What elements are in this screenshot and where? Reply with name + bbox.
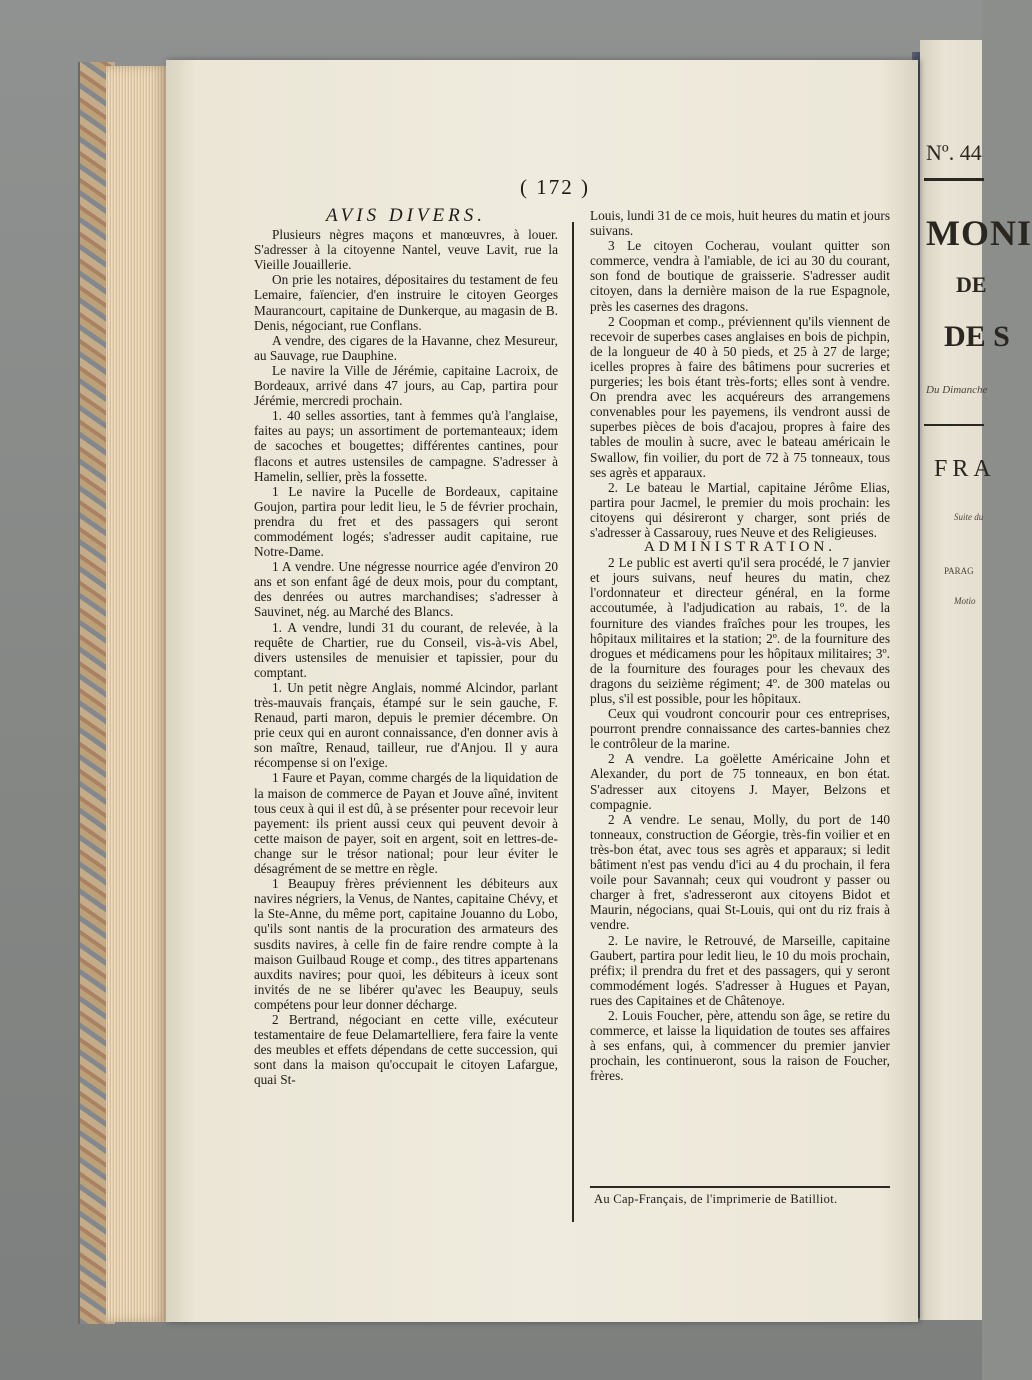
- notice: 2. Le bateau le Martial, capitaine Jérôme Elias, partira pour Jacmel, le premier du mois prochain: les citoyens qui désireront y charger, sont priés de s'adresser à Cassarouy, rues Neuve et des Religieuses.: [590, 479, 890, 540]
- notice: Le navire la Ville de Jérémie, capitaine Lacroix, de Bordeaux, arrivé dans 47 jours, au Cap, partira pour Jérémie, mercredi prochain.: [254, 362, 558, 409]
- subhead-3: Motio: [954, 596, 976, 606]
- notice: 3 Le citoyen Cocherau, voulant quitter son commerce, vendra à l'amiable, de ici au 30 du courant, son fond de boutique de graisserie. S'adresser audit citoyen, dans la dernière maison de la rue Espagnole, près les casernes des dragons.: [590, 238, 890, 314]
- notice: 1. 40 selles assorties, tant à femmes qu'à l'anglaise, faites au pays; un assortiment de portemanteaux; idem de sacoches et bougettes; différentes cantines, pour flacons et autres ustensiles de campagne. S'adresser à Hamelin, sellier, près la fossette.: [254, 408, 558, 484]
- masthead-2: DE: [956, 272, 987, 297]
- right-column: [590, 208, 890, 1083]
- notice: 2 A vendre. La goëlette Américaine John et Alexander, du port de 75 tonneaux, en bon état. S'adresser aux citoyens J. Mayer, Belzons et compagnie.: [590, 751, 890, 812]
- left-column: [254, 205, 558, 1088]
- date-line: Du Dimanche: [926, 384, 988, 396]
- date-rule: [924, 424, 984, 426]
- masthead-1: MONI: [926, 213, 1032, 253]
- subhead-1: Suite du: [954, 512, 984, 522]
- notice: A vendre, des cigares de la Havanne, chez Mesureur, au Sauvage, rue Dauphine.: [254, 332, 558, 363]
- notice: 2. Louis Foucher, père, attendu son âge, se retire du commerce, et laisse la liquidation de toutes ses affaires à ses enfans, qui, à commencer du premier janvier prochain, les continueront, sous la raison de Foucher, frères.: [590, 1007, 890, 1084]
- issue-number: Nº. 44: [926, 140, 982, 165]
- section-title-administration: ADMINISTRATION.: [643, 539, 837, 556]
- notice: 2 Le public est averti qu'il sera procédé, le 7 janvier et jours suivans, neuf heures du matin, chez l'ordonnateur et directeur général, en la forme accoutumée, à l'adjudication au rabais, 1º. de la fourniture des viandes fraîches pour les troupes, les hôpitaux militaires et la station; 2º. de la fourniture des drogues et médicamens pour les hôpitaux militaires; 3º. de la fourniture des fourages pour les chevaux des dragons du seizième régiment; 4º. de 300 matelas ou plus, s'il est possible, pour les hôpitaux.: [590, 555, 890, 706]
- column-divider: [572, 222, 574, 1222]
- page-number: ( 172 ): [520, 175, 590, 199]
- notice: 1 Le navire la Pucelle de Bordeaux, capitaine Goujon, partira pour ledit lieu, le 5 de février prochain, prendra du fret et des passagers qui seront commodément logés; s'adresser audit capitaine, rue Notre-Dame.: [254, 483, 558, 560]
- notice: Louis, lundi 31 de ce mois, huit heures du matin et jours suivans.: [590, 208, 890, 239]
- adjacent-page: [920, 40, 1032, 1320]
- headline: FRA: [934, 456, 996, 482]
- section-title-avis-divers: AVIS DIVERS.: [326, 205, 486, 226]
- notice: 1 Faure et Payan, comme chargés de la liquidation de la maison de commerce de Payan et Jouve aîné, invitent tous ceux à qui il est dû, à se présenter pour recevoir leur payement: ils prient aussi ceux qui peuvent devoir à cette maison de payer, soit en argent, soit en lettres-de-change sur le trésor national; pour leur éviter le désagrément de se mettre en règle.: [254, 770, 558, 877]
- footer-rule: [590, 1186, 890, 1188]
- notice: 2 A vendre. Le senau, Molly, du port de 140 tonneaux, construction de Géorgie, très-fin voilier et en très-bon état, avec tous ses agrès et apparaux; si ledit bâtiment n'est pas vendu d'ici au 4 du prochain, il fera voile pour Savannah; ceux qui voudront y passer ou charger à fret, s'adresseront aux citoyens Bidot et Maurin, négocians, quai St-Louis, qui ont du riz frais à vendre.: [590, 811, 890, 933]
- notice: 1 A vendre. Une négresse nourrice agée d'environ 20 ans et son enfant âgé de deux mois, pour du comptant, des denrées ou autres marchandises; s'adresser à Sauvinet, nég. au Marché des Blancs.: [254, 559, 558, 620]
- notice: 1. Un petit nègre Anglais, nommé Alcindor, parlant très-mauvais français, étampé sur le sein gauche, F. Renaud, parti maron, depuis le premier décembre. On prie ceux qui en auront connaissance, d'en donner avis à son maître, Renaud, tailleur, rue d'Anjou. Il y aura récompense si on l'exige.: [254, 679, 558, 771]
- notice: 2 Coopman et comp., préviennent qu'ils viennent de recevoir de superbes cases anglaises en bois de pichpin, de la longueur de 40 à 50 pieds, et 25 à 27 de large; icelles propres à faire des bâtimens pour sucreries et purgeries; les bois étant très-forts; elles sont à vendre. On prendra avec les acquéreurs des arrangemens convenables pour les payemens, ils vendront aussi de superbes pièces de bois d'acajou, propres à faire des tables de moulin à sucre, avec le bateau américain le Swallow, fin voilier, du port de 72 à 75 tonneaux, tous ses agrès et apparaux.: [590, 313, 890, 480]
- notice: 2. Le navire, le Retrouvé, de Marseille, capitaine Gaubert, partira pour ledit lieu, le 10 du mois prochain, préfix; il prendra du fret et des passagers, qui y seront commodément logés. S'adresser à Hugues et Payan, rues des Capitaines et de Châtenoye.: [590, 932, 890, 1008]
- notice: 2 Bertrand, négociant en cette ville, exécuteur testamentaire de feue Delamartelliere, fera faire la vente des meubles et effets dépendans de cette succession, qui sont dans la maison qu'occupait le citoyen Lafargue, quai St-: [254, 1011, 558, 1088]
- masthead-rule: [924, 178, 984, 181]
- notice: On prie les notaires, dépositaires du testament de feu Lemaire, faïencier, d'en instruire le citoyen Georges Maurancourt, capitaine de Dunkerque, au magasin de B. Denis, négociant, rue Conflans.: [254, 272, 558, 333]
- notice: 1. A vendre, lundi 31 du courant, de relevée, à la requête de Chartier, rue du Conseil, vis-à-vis Abel, divers ustensiles de menuisier et tapissier, pour du comptant.: [254, 619, 558, 680]
- notice: Plusieurs nègres maçons et manœuvres, à louer. S'adresser à la citoyenne Nantel, veuve Lavit, rue la Vieille Jouaillerie.: [254, 227, 558, 273]
- printer-imprint: Au Cap-Français, de l'imprimerie de Batilliot.: [594, 1192, 838, 1206]
- notice: 1 Beaupuy frères préviennent les débiteurs aux navires négriers, la Venus, de Nantes, capitaine Chévy, et la Ste-Anne, du même port, capitaine Jouanno du Lobo, qu'ils sont nantis de la procuration des armateurs des susdits navires, à celle fin de faire rendre compte à la maison Guilbaud Rouge et comp., des titres appartenans auxdits navires; pour quoi, les débiteurs à iceux sont invités de ne se libérer qu'avec les Beaupuy, seuls compétens pour leur donner décharge.: [254, 876, 558, 1012]
- page-edges: [106, 66, 166, 1322]
- subhead-2: PARAG: [944, 566, 974, 576]
- notice: Ceux qui voudront concourir pour ces entreprises, pourront prendre connaissance des cartes-bannies chez le contrôleur de la marine.: [590, 706, 890, 752]
- masthead-3: DE S: [944, 320, 1010, 353]
